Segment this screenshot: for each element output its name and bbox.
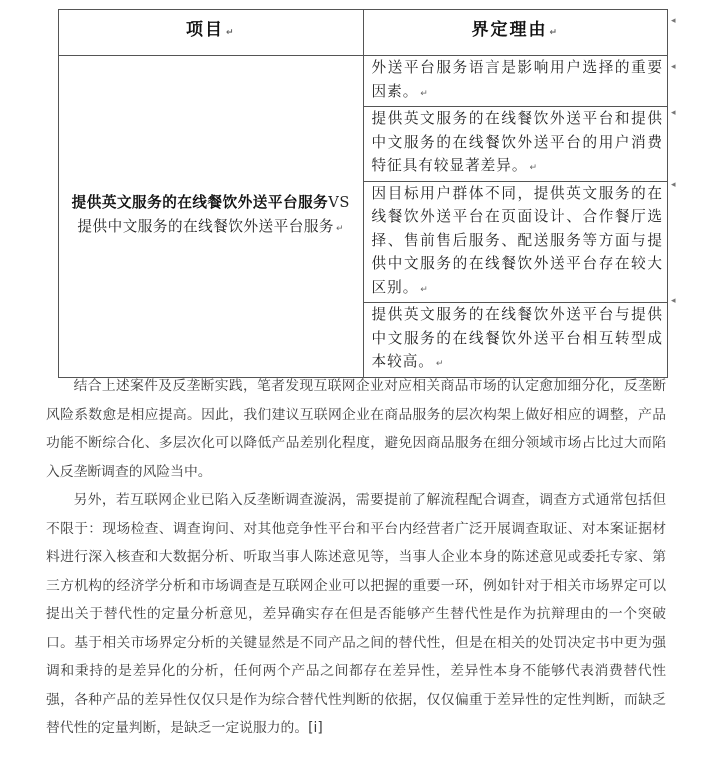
paragraph-mark-icon: ↵ <box>420 284 429 295</box>
row-end-mark-icon: ◂ <box>671 16 676 26</box>
paragraph-mark-icon: ↵ <box>549 28 560 39</box>
item-cell <box>59 56 364 378</box>
reason-text: 提供英文服务的在线餐饮外送平台和提供中文服务的在线餐饮外送平台的用户消费特征具有较显著差异。 <box>371 110 663 174</box>
paragraph-mark-icon: ↵ <box>435 359 445 369</box>
header-reason <box>363 10 668 56</box>
reason-text: 外送平台服务语言是影响用户选择的重要因素。 <box>371 59 663 100</box>
body-paragraph: 结合上述案件及反垄断实践，笔者发现互联网企业对应相关商品市场的认定愈加细分化，反垄断风险系数愈是相应提高。因此，我们建议互联网企业在商品服务的层次构架上做好相应的调整，产品功能不断综合化、多层次化可以降低产品差别化程度，避免因商品服务在细分领域市场占比过大而陷入反垄断调查的风险当中。 <box>46 378 666 480</box>
row-end-mark-icon: ◂ <box>671 296 676 306</box>
paragraph-mark-icon: ↵ <box>336 223 345 234</box>
reason-cell-4 <box>363 303 668 378</box>
paragraph-mark-icon: ↵ <box>529 163 538 173</box>
header-item <box>59 10 364 56</box>
item-rest-text: VS 提供中文服务的在线餐饮外送平台服务 <box>77 194 350 235</box>
reason-cell-3 <box>363 181 668 303</box>
reason-text: 提供英文服务的在线餐饮外送平台与提供中文服务的在线餐饮外送平台相互转型成本较高。 <box>371 306 663 370</box>
body-paragraph: 另外，若互联网企业已陷入反垄断调查漩涡，需要提前了解流程配合调查，调查方式通常包括但不限于：现场检查、调查询问、对其他竞争性平台和平台内经营者广泛开展调查取证、对本案证据材料进行深入核查和大数据分析、听取当事人陈述意见等，当事人企业本身的陈述意见或委托专家、第三方机构的经济学分析和市场调查是互联网企业可以把握的重要一环，例如针对于相关市场界定可以提出关于替代性的定量分析意见，差异确实存在但是否能够产生替代性是作为抗辩理由的一个突破口。基于相关市场界定分析的关键显然是不同产品之间的替代性，但是在相关的处罚决定书中更为强调和秉持的是差异化的分析，任何两个产品之间都存在差异性，差异性本身不能够代表消费替代性强，各种产品的差异性仅仅只是作为综合替代性判断的依据，仅仅偏重于差异性的定性判断，而缺乏替代性的定量判断，是缺乏一定说服力的。[i] <box>46 492 666 736</box>
paragraph-mark-icon: ↵ <box>225 28 236 39</box>
header-item-label: 项目 <box>185 20 224 41</box>
paragraph-mark-icon: ↵ <box>420 88 429 99</box>
table-header-row <box>59 10 668 56</box>
item-bold-text: 提供英文服务的在线餐饮外送平台服务 <box>71 194 329 212</box>
row-end-mark-icon: ◂ <box>671 108 676 118</box>
header-reason-label: 界定理由 <box>471 20 548 41</box>
document-body <box>46 372 666 743</box>
definition-table <box>58 9 668 378</box>
row-end-mark-icon: ◂ <box>671 62 676 72</box>
row-end-mark-icon: ◂ <box>671 180 676 190</box>
table-row <box>59 56 668 107</box>
reason-cell-1 <box>363 56 668 107</box>
reason-cell-2 <box>363 107 668 182</box>
reason-text: 因目标用户群体不同，提供英文服务的在线餐饮外送平台在页面设计、合作餐厅选择、售前售后服务、配送服务等方面与提供中文服务的在线餐饮外送平台存在较大区别。 <box>371 184 663 296</box>
